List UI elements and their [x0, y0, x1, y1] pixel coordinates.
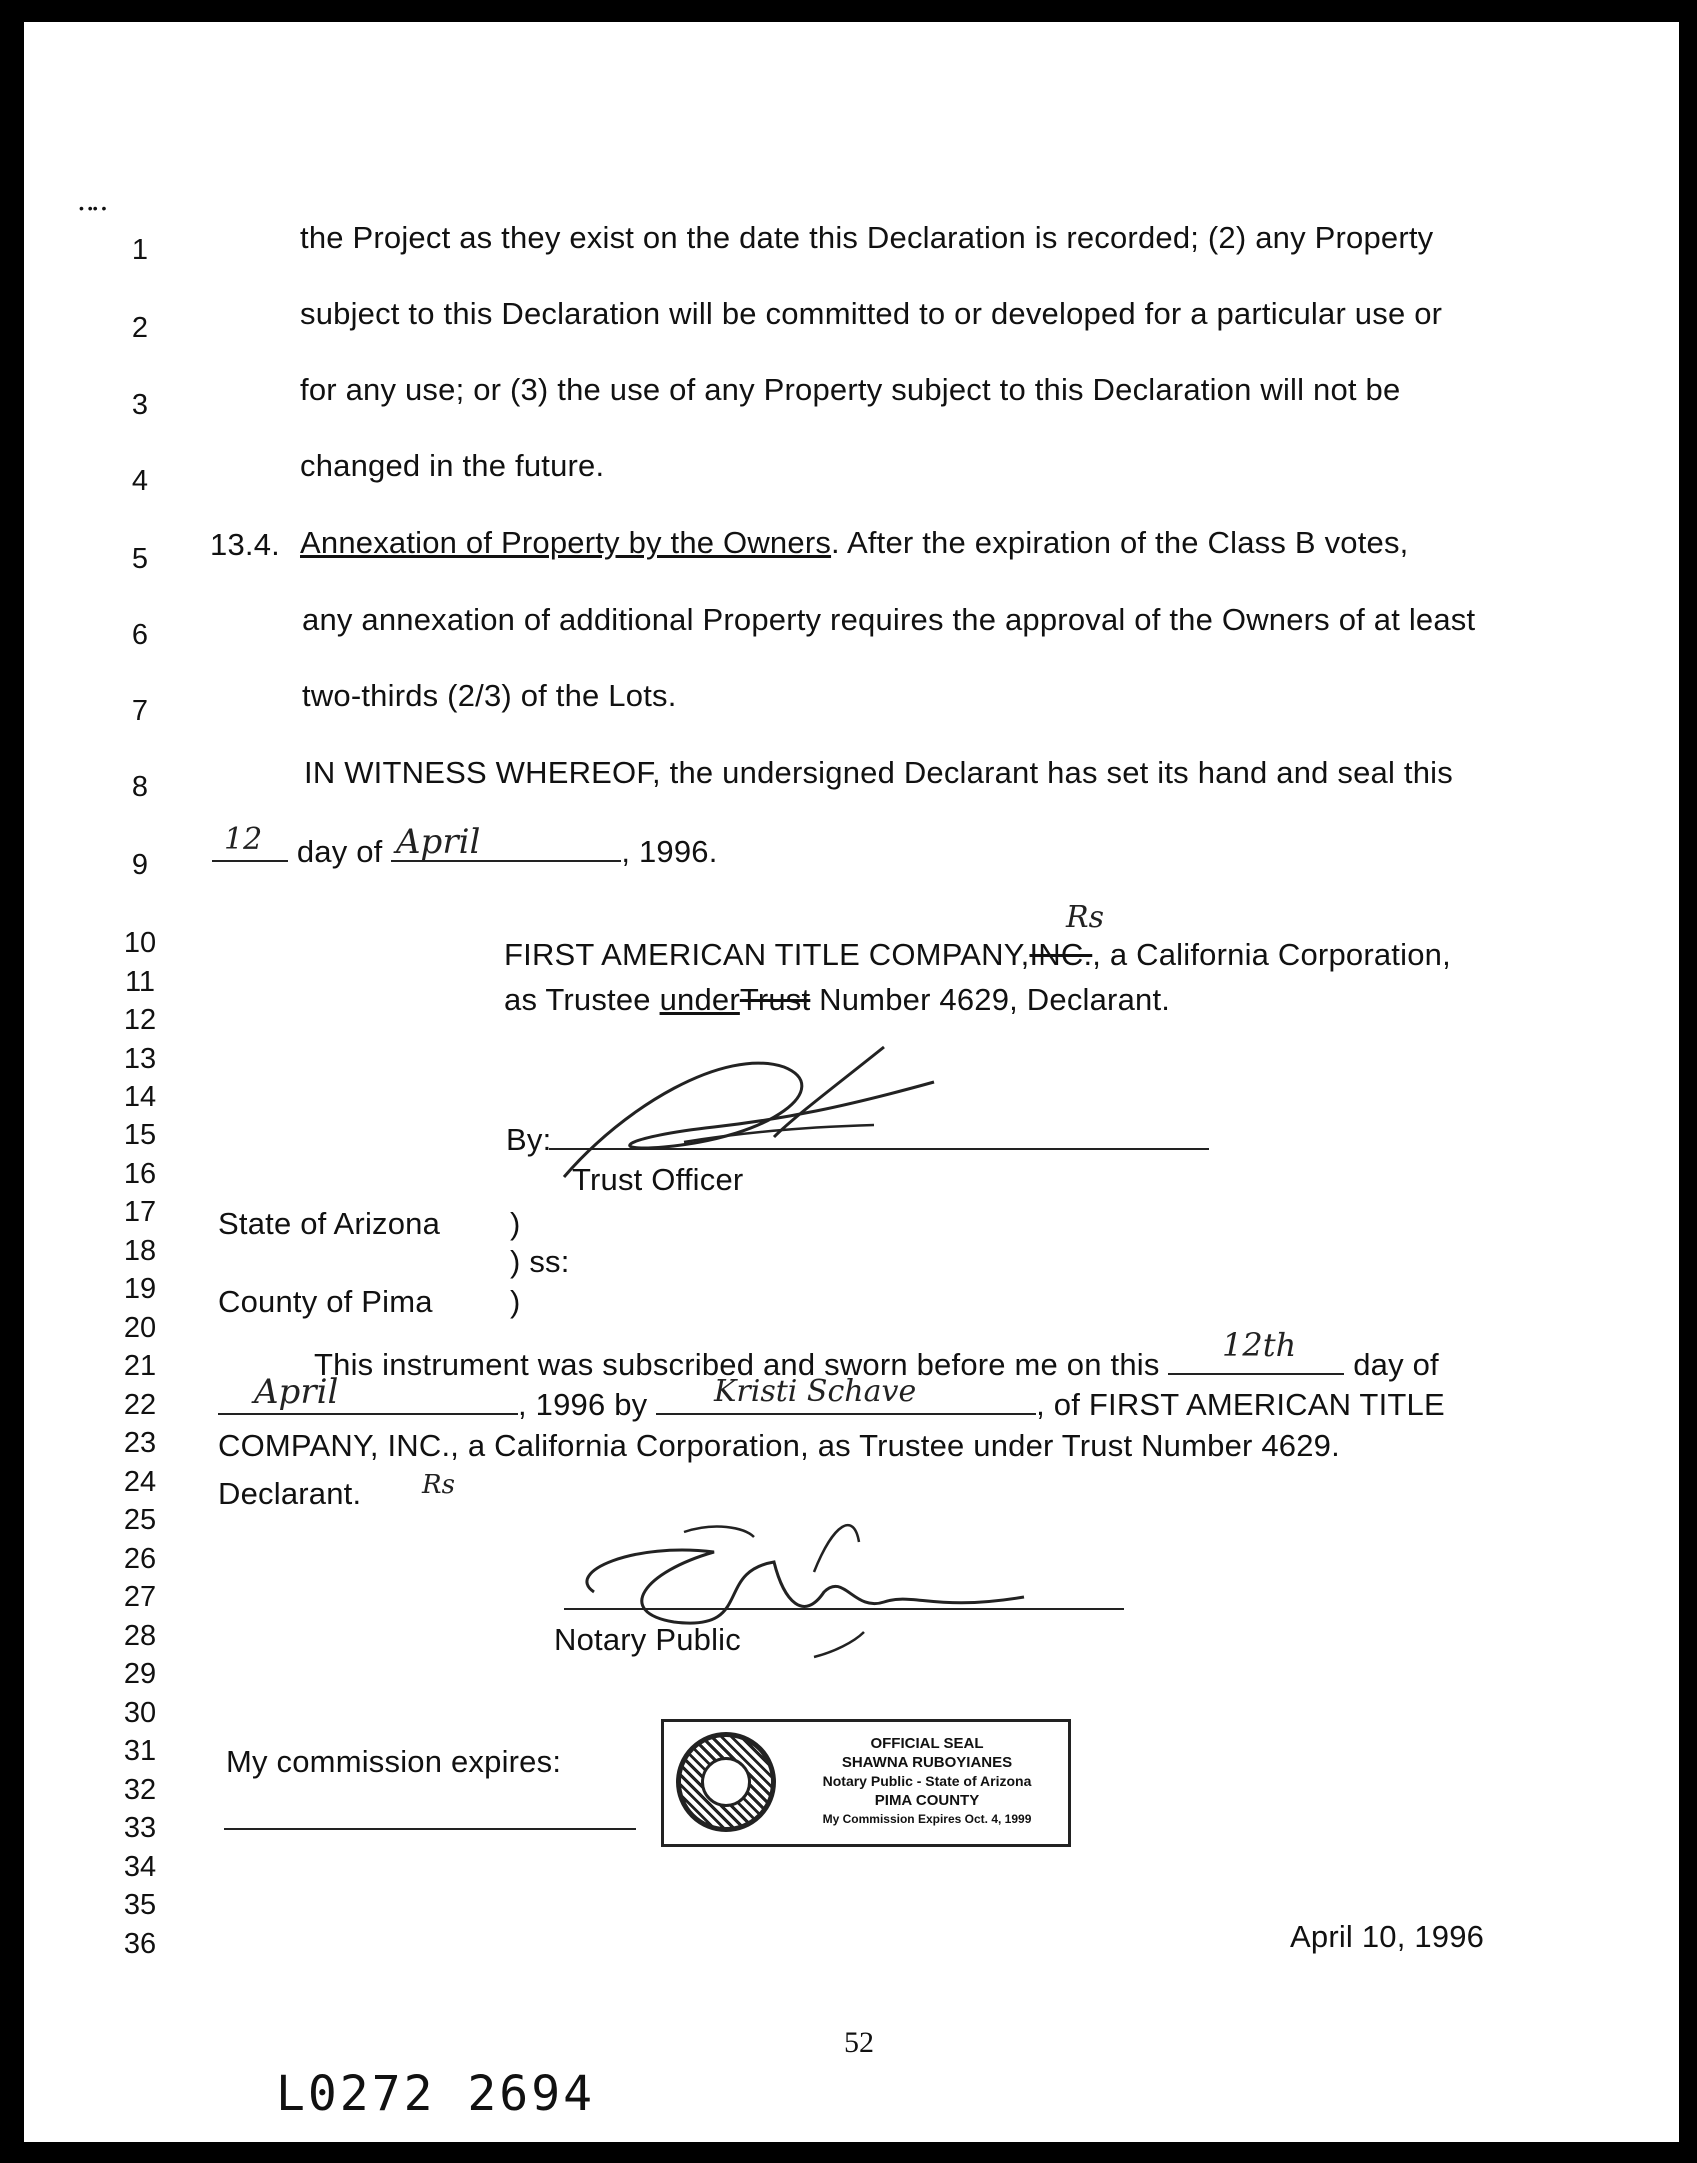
line-number: 8	[131, 771, 149, 803]
line-number: 26	[123, 1543, 157, 1575]
section-line-2: any annexation of additional Property requires the approval of the Owners of at least	[302, 602, 1476, 637]
declarant-under: under	[659, 982, 740, 1017]
declarant-number: Number 4629, Declarant.	[810, 982, 1171, 1017]
seal-line-5: My Commission Expires Oct. 4, 1999	[822, 1812, 1032, 1826]
venue-paren-open: )	[510, 1206, 521, 1241]
footer-date: April 10, 1996	[1290, 1919, 1485, 1954]
line-number: 36	[123, 1928, 157, 1960]
line-number: 9	[131, 849, 149, 881]
notary-name-handwritten: Kristi Schave	[714, 1374, 917, 1409]
line-number: 24	[123, 1466, 157, 1498]
line-number: 32	[123, 1774, 157, 1806]
notary-day-of: day of	[1353, 1347, 1439, 1382]
declarant-line-2	[504, 982, 1170, 1018]
line-number: 5	[131, 543, 149, 575]
declarant-corp: , a California Corporation,	[1092, 937, 1451, 972]
line-number: 17	[123, 1196, 157, 1228]
line-number: 15	[123, 1119, 157, 1151]
document-page	[24, 22, 1679, 2142]
section-line-3: two-thirds (2/3) of the Lots.	[302, 678, 677, 713]
witness-day-handwritten: 12	[224, 822, 263, 857]
line-number: 33	[123, 1812, 157, 1844]
venue-paren-close: )	[510, 1284, 521, 1319]
doc-number: L0272 2694	[276, 2066, 595, 2122]
seal-line-3: Notary Public - State of Arizona	[822, 1773, 1032, 1789]
line-number: 31	[123, 1735, 157, 1767]
line-number: 11	[124, 966, 156, 998]
venue-state: State of Arizona	[218, 1206, 441, 1241]
witness-line: IN WITNESS WHEREOF, the undersigned Declarant has set its hand and seal this	[304, 755, 1453, 790]
line-number: 23	[123, 1427, 157, 1459]
notary-signature-line	[564, 1608, 1124, 1610]
line-number: 1	[131, 234, 149, 266]
paragraph-line-4: changed in the future.	[300, 448, 605, 483]
notary-title: Notary Public	[554, 1622, 741, 1657]
notary-month-handwritten: April	[254, 1372, 339, 1412]
declarant-line-1	[504, 937, 1451, 973]
section-text-after-heading: . After the expiration of the Class B votes,	[831, 525, 1409, 560]
page-number: 52	[844, 2026, 874, 2059]
paragraph-line-1: the Project as they exist on the date this Declaration is recorded; (2) any Property	[300, 220, 1434, 255]
line-number: 2	[131, 312, 149, 344]
declarant-company: FIRST AMERICAN TITLE COMPANY,	[504, 937, 1030, 972]
line-number: 3	[131, 389, 149, 421]
notary-day-handwritten: 12th	[1222, 1326, 1297, 1364]
line-number: 19	[123, 1273, 157, 1305]
line-number: 12	[123, 1004, 157, 1036]
paragraph-line-2: subject to this Declaration will be committed to or developed for a particular use or	[300, 296, 1443, 331]
line-number: 21	[123, 1350, 157, 1382]
line-number: 14	[123, 1081, 157, 1113]
section-heading: Annexation of Property by the Owners	[300, 525, 832, 560]
line-number: 6	[131, 619, 149, 651]
corner-marks: • •• •	[79, 200, 107, 216]
section-heading-line	[300, 525, 1408, 561]
notary-sworn-text: This instrument was subscribed and sworn before me on this	[314, 1347, 1160, 1382]
line-number: 29	[123, 1658, 157, 1690]
by-label: By:	[506, 1122, 552, 1157]
line-number: 13	[123, 1043, 157, 1075]
by-signature-line	[549, 1148, 1209, 1150]
line-number: 34	[123, 1851, 157, 1883]
seal-line-4: PIMA COUNTY	[874, 1792, 980, 1809]
witness-year-text: , 1996.	[621, 834, 718, 869]
declarant-struck-trust: Trust	[739, 982, 811, 1017]
notary-line-4: Declarant.	[218, 1476, 362, 1511]
line-number: 28	[123, 1620, 157, 1652]
line-number: 27	[123, 1581, 157, 1613]
line-number: 35	[123, 1889, 157, 1921]
line-number: 16	[123, 1158, 157, 1190]
paragraph-line-3: for any use; or (3) the use of any Property subject to this Declaration will not be	[300, 372, 1401, 407]
line-number: 20	[123, 1312, 157, 1344]
venue-ss: ) ss:	[510, 1244, 570, 1279]
by-title: Trust Officer	[572, 1162, 744, 1197]
notary-of-company: , of FIRST AMERICAN TITLE	[1036, 1387, 1445, 1422]
declarant-trustee: as Trustee	[504, 982, 660, 1017]
commission-blank-line	[224, 1828, 636, 1830]
witness-month-handwritten: April	[396, 822, 481, 862]
seal-line-2: SHAWNA RUBOYIANES	[841, 1754, 1013, 1771]
line-number: 18	[123, 1235, 157, 1267]
line-number: 7	[131, 695, 149, 727]
notary-line-3: COMPANY, INC., a California Corporation, as Trustee under Trust Number 4629.	[218, 1428, 1340, 1463]
section-number: 13.4.	[210, 527, 280, 562]
line-number: 25	[123, 1504, 157, 1536]
commission-label: My commission expires:	[226, 1744, 562, 1779]
venue-county: County of Pima	[218, 1284, 433, 1319]
seal-line-1: OFFICIAL SEAL	[870, 1735, 984, 1752]
witness-day-text: day of	[296, 834, 383, 869]
line-number: 30	[123, 1697, 157, 1729]
line-number: 10	[123, 927, 157, 959]
declarant-handwritten-insert: Rs	[1066, 900, 1104, 935]
line-number: 22	[123, 1389, 157, 1421]
notary-initials-handwritten: Rs	[422, 1470, 455, 1500]
line-number: 4	[131, 465, 149, 497]
arizona-seal-icon	[676, 1732, 776, 1832]
declarant-struck-inc: INC.	[1029, 937, 1093, 972]
notary-year-by: , 1996 by	[518, 1387, 648, 1422]
notary-seal	[661, 1719, 1071, 1847]
